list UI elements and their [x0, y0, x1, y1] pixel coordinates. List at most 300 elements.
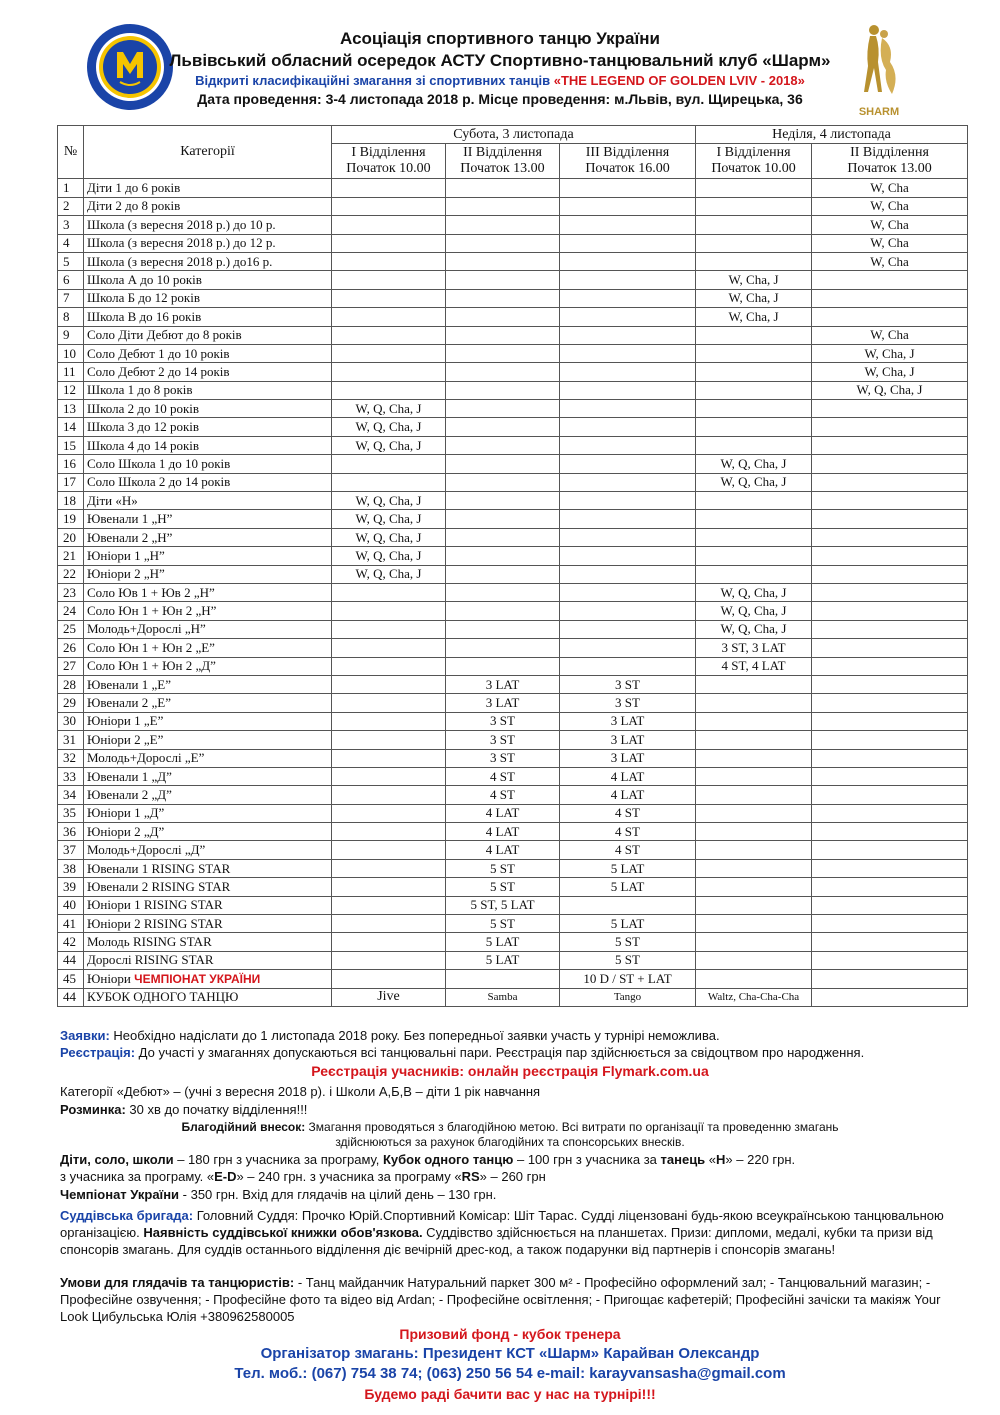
session-cell	[446, 473, 560, 491]
row-number: 33	[58, 767, 84, 785]
session-cell	[332, 896, 446, 914]
session-cell	[332, 363, 446, 381]
row-number: 25	[58, 620, 84, 638]
session-cell: W, Cha	[812, 326, 968, 344]
table-row	[58, 216, 968, 234]
session-cell	[696, 786, 812, 804]
schedule-table	[57, 125, 968, 1007]
session-cell	[332, 786, 446, 804]
row-category: Дорослі RISING STAR	[84, 951, 332, 969]
session-cell: 4 ST	[446, 767, 560, 785]
table-row	[58, 620, 968, 638]
table-row	[58, 308, 968, 326]
session-cell: 3 LAT	[446, 675, 560, 693]
session-cell	[812, 528, 968, 546]
row-category: Соло Юн 1 + Юн 2 „Д”	[84, 657, 332, 675]
table-row	[58, 473, 968, 491]
session-cell	[696, 694, 812, 712]
session-cell	[696, 252, 812, 270]
row-number: 44	[58, 988, 84, 1006]
table-row	[58, 694, 968, 712]
session-cell	[560, 896, 696, 914]
session-name: III Відділення	[585, 145, 670, 161]
table-row	[58, 896, 968, 914]
row-number: 10	[58, 344, 84, 362]
session-cell: 5 ST	[446, 878, 560, 896]
session-cell	[812, 896, 968, 914]
session-cell	[332, 951, 446, 969]
session-cell	[812, 583, 968, 601]
organizer-title: Львівський обласний осередок АСТУ Спортивно-танцювальний клуб «Шарм»	[169, 51, 831, 70]
session-cell: W, Q, Cha, J	[696, 455, 812, 473]
session-cell	[560, 400, 696, 418]
session-cell	[446, 528, 560, 546]
session-cell	[560, 418, 696, 436]
session-cell	[696, 823, 812, 841]
session-cell	[446, 234, 560, 252]
session-cell	[446, 970, 560, 988]
row-category: Діти 1 до 6 років	[84, 179, 332, 197]
row-number: 44	[58, 951, 84, 969]
session-cell	[812, 639, 968, 657]
row-category	[84, 970, 332, 988]
row-category: Діти «Н»	[84, 492, 332, 510]
session-cell	[446, 657, 560, 675]
table-row	[58, 749, 968, 767]
row-number: 40	[58, 896, 84, 914]
session-cell	[332, 252, 446, 270]
session-header	[332, 144, 446, 179]
session-cell	[446, 583, 560, 601]
session-start: Початок 10.00	[346, 161, 431, 177]
row-number: 7	[58, 289, 84, 307]
session-cell	[332, 841, 446, 859]
session-cell	[812, 878, 968, 896]
table-row	[58, 675, 968, 693]
session-cell	[332, 455, 446, 473]
session-cell	[560, 510, 696, 528]
session-cell	[446, 344, 560, 362]
session-cell	[560, 308, 696, 326]
session-cell: W, Cha	[812, 252, 968, 270]
session-cell	[696, 804, 812, 822]
row-number: 39	[58, 878, 84, 896]
organizer-line: Організатор змагань: Президент КСТ «Шарм» Карайван Олександр	[260, 1345, 760, 1362]
session-cell	[812, 712, 968, 730]
table-row	[58, 510, 968, 528]
session-cell	[812, 492, 968, 510]
session-cell: 4 ST	[560, 841, 696, 859]
session-cell: 4 LAT	[446, 841, 560, 859]
session-cell: 3 ST, 3 LAT	[696, 639, 812, 657]
row-category: Школа 2 до 10 років	[84, 400, 332, 418]
row-category: Діти 2 до 8 років	[84, 197, 332, 215]
session-cell	[332, 583, 446, 601]
row-number: 14	[58, 418, 84, 436]
session-cell	[696, 418, 812, 436]
session-cell	[560, 492, 696, 510]
row-number: 21	[58, 547, 84, 565]
row-number: 9	[58, 326, 84, 344]
session-cell	[696, 363, 812, 381]
session-cell	[812, 841, 968, 859]
row-category: Ювенали 1 RISING STAR	[84, 859, 332, 877]
session-cell: W, Cha, J	[696, 308, 812, 326]
session-cell	[332, 602, 446, 620]
table-row	[58, 381, 968, 399]
debut-note: Категорії «Дебют» – (учні з вересня 2018 р). і Школи А,Б,В – діти 1 рік навчання	[60, 1084, 541, 1099]
row-category: Молодь+Дорослі „Д”	[84, 841, 332, 859]
session-cell	[446, 308, 560, 326]
session-cell	[696, 970, 812, 988]
session-cell	[696, 767, 812, 785]
row-number: 32	[58, 749, 84, 767]
session-name: I Відділення	[716, 145, 791, 161]
row-number: 17	[58, 473, 84, 491]
session-cell	[332, 197, 446, 215]
session-cell: Waltz, Cha-Cha-Cha	[696, 988, 812, 1006]
row-category: Юніори 1 „Е”	[84, 712, 332, 730]
session-cell: 5 LAT	[560, 878, 696, 896]
schedule-body	[58, 179, 968, 1007]
session-cell	[812, 289, 968, 307]
table-row	[58, 841, 968, 859]
session-cell: W, Q, Cha, J	[696, 473, 812, 491]
row-category: Юніори 2 „Д”	[84, 823, 332, 841]
session-cell	[812, 951, 968, 969]
table-row	[58, 565, 968, 583]
session-cell	[696, 896, 812, 914]
session-cell: 5 ST	[560, 951, 696, 969]
table-row	[58, 731, 968, 749]
row-category: Соло Школа 1 до 10 років	[84, 455, 332, 473]
session-cell: 5 ST	[446, 915, 560, 933]
row-number: 41	[58, 915, 84, 933]
session-cell	[696, 381, 812, 399]
row-number: 31	[58, 731, 84, 749]
session-cell: W, Q, Cha, J	[812, 381, 968, 399]
session-cell	[332, 473, 446, 491]
online-registration-link[interactable]: Реєстрація учасників: онлайн реєстрація Flymark.com.ua	[311, 1063, 709, 1079]
session-cell	[332, 326, 446, 344]
table-row	[58, 418, 968, 436]
row-category: Юніори 2 „Н”	[84, 565, 332, 583]
row-number: 2	[58, 197, 84, 215]
session-cell	[560, 271, 696, 289]
table-row	[58, 786, 968, 804]
session-cell	[696, 933, 812, 951]
session-name: II Відділення	[463, 145, 542, 161]
row-category: Юніори 1 „Д”	[84, 804, 332, 822]
session-cell	[332, 657, 446, 675]
session-cell	[696, 510, 812, 528]
session-cell	[332, 933, 446, 951]
session-cell: W, Cha, J	[812, 344, 968, 362]
session-cell	[560, 289, 696, 307]
association-title: Асоціація спортивного танцю України	[340, 29, 660, 48]
session-cell	[560, 455, 696, 473]
session-cell	[812, 859, 968, 877]
session-start: Початок 13.00	[847, 161, 932, 177]
session-cell: W, Cha	[812, 234, 968, 252]
table-row	[58, 179, 968, 197]
row-number: 4	[58, 234, 84, 252]
row-number: 8	[58, 308, 84, 326]
session-cell: W, Q, Cha, J	[696, 602, 812, 620]
row-category: Соло Юн 1 + Юн 2 „Е”	[84, 639, 332, 657]
session-cell: 3 LAT	[560, 712, 696, 730]
session-start: Початок 16.00	[585, 161, 670, 177]
session-cell: W, Q, Cha, J	[332, 418, 446, 436]
row-category: КУБОК ОДНОГО ТАНЦЮ	[84, 988, 332, 1006]
session-cell	[812, 400, 968, 418]
event-name: «THE LEGEND OF GOLDEN LVIV - 2018»	[553, 73, 805, 88]
session-cell: 5 LAT	[560, 915, 696, 933]
session-cell	[812, 418, 968, 436]
table-row	[58, 252, 968, 270]
row-category: Соло Діти Дебют до 8 років	[84, 326, 332, 344]
session-cell	[812, 675, 968, 693]
session-cell: W, Cha, J	[812, 363, 968, 381]
session-cell	[446, 179, 560, 197]
row-category: Соло Дебют 2 до 14 років	[84, 363, 332, 381]
row-number: 23	[58, 583, 84, 601]
session-name: I Відділення	[351, 145, 426, 161]
session-cell: 4 ST	[560, 823, 696, 841]
championship-label: ЧЕМПІОНАТ УКРАЇНИ	[134, 971, 261, 986]
warmup-note: Розминка: 30 хв до початку відділення!!!	[60, 1102, 308, 1117]
session-cell	[560, 583, 696, 601]
session-cell: W, Q, Cha, J	[696, 583, 812, 601]
session-cell	[560, 363, 696, 381]
session-cell	[696, 951, 812, 969]
session-cell	[812, 308, 968, 326]
session-cell: 4 ST	[446, 786, 560, 804]
row-category: Школа 4 до 14 років	[84, 436, 332, 454]
row-category: Соло Юн 1 + Юн 2 „Н”	[84, 602, 332, 620]
session-cell	[812, 786, 968, 804]
session-cell	[560, 473, 696, 491]
session-cell: 5 ST	[560, 933, 696, 951]
table-row	[58, 859, 968, 877]
session-cell	[696, 216, 812, 234]
col-categories-header: Категорії	[84, 126, 332, 179]
session-cell: 10 D / ST + LAT	[560, 970, 696, 988]
row-number: 42	[58, 933, 84, 951]
table-row	[58, 767, 968, 785]
row-number: 36	[58, 823, 84, 841]
session-cell	[812, 455, 968, 473]
session-cell	[696, 749, 812, 767]
session-cell	[446, 197, 560, 215]
row-number: 3	[58, 216, 84, 234]
row-number: 16	[58, 455, 84, 473]
fees-note: Діти, соло, школи – 180 грн з учасника за програму, Кубок одного танцю – 100 грн з учасника за танець «Н» – 220 грн. з учасника за програму. «E-D» – 240 грн. з учасника за програму «RS» – 260 грн	[60, 1152, 796, 1184]
session-cell: 4 LAT	[446, 823, 560, 841]
session-cell	[812, 694, 968, 712]
row-number: 29	[58, 694, 84, 712]
row-category: Юніори 1 RISING STAR	[84, 896, 332, 914]
row-category: Школа (з вересня 2018 р.) до16 р.	[84, 252, 332, 270]
session-cell	[560, 547, 696, 565]
session-cell	[696, 436, 812, 454]
row-number: 22	[58, 565, 84, 583]
session-cell: 3 ST	[446, 749, 560, 767]
session-cell	[332, 289, 446, 307]
session-cell: W, Cha, J	[696, 289, 812, 307]
row-category: Ювенали 1 „Н”	[84, 510, 332, 528]
session-cell: 4 LAT	[560, 767, 696, 785]
session-cell: Tango	[560, 988, 696, 1006]
session-cell: Samba	[446, 988, 560, 1006]
row-category: Ювенали 2 „Д”	[84, 786, 332, 804]
session-cell	[812, 767, 968, 785]
session-cell: 5 LAT	[446, 951, 560, 969]
session-cell	[560, 344, 696, 362]
session-cell	[812, 565, 968, 583]
table-row	[58, 602, 968, 620]
session-cell	[812, 510, 968, 528]
row-category: Ювенали 1 „Е”	[84, 675, 332, 693]
session-header	[446, 144, 560, 179]
session-cell	[696, 344, 812, 362]
session-cell	[332, 639, 446, 657]
session-cell: 4 LAT	[446, 804, 560, 822]
session-cell	[446, 455, 560, 473]
session-cell	[812, 823, 968, 841]
table-row	[58, 970, 968, 988]
row-category: Соло Школа 2 до 14 років	[84, 473, 332, 491]
session-cell	[560, 639, 696, 657]
row-number: 26	[58, 639, 84, 657]
table-row	[58, 657, 968, 675]
row-category: Молодь+Дорослі „Н”	[84, 620, 332, 638]
session-cell: 4 ST, 4 LAT	[696, 657, 812, 675]
session-cell	[332, 381, 446, 399]
session-cell: Jive	[332, 988, 446, 1006]
row-category: Школа В до 16 років	[84, 308, 332, 326]
session-cell	[332, 675, 446, 693]
row-category: Юніори 1 „Н”	[84, 547, 332, 565]
row-number: 45	[58, 970, 84, 988]
row-category: Школа (з вересня 2018 р.) до 10 р.	[84, 216, 332, 234]
row-number: 35	[58, 804, 84, 822]
row-number: 27	[58, 657, 84, 675]
session-cell: 3 LAT	[560, 749, 696, 767]
session-cell: W, Cha	[812, 179, 968, 197]
table-row	[58, 197, 968, 215]
session-cell	[332, 823, 446, 841]
session-cell	[332, 731, 446, 749]
row-category: Школа 3 до 12 років	[84, 418, 332, 436]
table-row	[58, 436, 968, 454]
session-cell	[560, 602, 696, 620]
table-row	[58, 915, 968, 933]
row-category: Молодь+Дорослі „Е”	[84, 749, 332, 767]
session-cell	[446, 602, 560, 620]
table-row	[58, 455, 968, 473]
session-cell	[332, 620, 446, 638]
session-header	[560, 144, 696, 179]
session-cell: W, Q, Cha, J	[332, 547, 446, 565]
charity-note: Благодійний внесок: Змагання проводяться з благодійною метою. Всі витрати по організації та проведенню змагань здійснюються за рахунок благодійних та спонсорських внесків.	[181, 1120, 839, 1149]
row-category: Юніори 2 RISING STAR	[84, 915, 332, 933]
session-cell	[446, 565, 560, 583]
table-row	[58, 951, 968, 969]
row-number: 1	[58, 179, 84, 197]
session-cell	[812, 657, 968, 675]
session-cell	[446, 381, 560, 399]
session-cell: W, Q, Cha, J	[332, 400, 446, 418]
session-cell	[332, 767, 446, 785]
session-cell	[332, 749, 446, 767]
session-cell	[812, 749, 968, 767]
session-cell	[332, 712, 446, 730]
table-row	[58, 271, 968, 289]
table-row	[58, 583, 968, 601]
session-cell	[696, 841, 812, 859]
session-cell	[812, 547, 968, 565]
category-text: Юніори	[87, 970, 135, 986]
contacts-line[interactable]: Тел. моб.: (067) 754 38 74; (063) 250 56 54 e-mail: karayvansasha@gmail.com	[234, 1365, 786, 1382]
session-cell	[332, 970, 446, 988]
session-cell	[332, 878, 446, 896]
session-cell	[812, 602, 968, 620]
prize-fund: Призовий фонд - кубок тренера	[399, 1326, 621, 1342]
row-number: 19	[58, 510, 84, 528]
row-number: 6	[58, 271, 84, 289]
session-cell	[332, 179, 446, 197]
table-row	[58, 823, 968, 841]
document-header	[0, 28, 1000, 108]
row-category: Школа 1 до 8 років	[84, 381, 332, 399]
judges-note: Суддівська бригада: Головний Суддя: Прочко Юрій.Спортивний Комісар: Шіт Тарас. Судді ліцензовані будь-якою всеукраїнською танцювальною організацією. Наявність суддівської книжки обов'язкова. Суддівство здійснюється на планшетах. Призи: дипломи, медалі, кубки та призи від спонсорів змагань. Для суддів останнього відділення діє вечірній дрес-код, а також подарунки від партнерів і спонсорів змагань!	[60, 1208, 944, 1257]
session-cell	[332, 234, 446, 252]
session-cell	[560, 326, 696, 344]
session-cell	[446, 252, 560, 270]
session-cell: W, Q, Cha, J	[332, 492, 446, 510]
session-cell: W, Q, Cha, J	[332, 510, 446, 528]
table-row	[58, 363, 968, 381]
row-number: 34	[58, 786, 84, 804]
row-number: 18	[58, 492, 84, 510]
table-row	[58, 804, 968, 822]
table-row	[58, 988, 968, 1006]
session-cell	[332, 216, 446, 234]
row-category: Ювенали 1 „Д”	[84, 767, 332, 785]
session-cell: 5 ST, 5 LAT	[446, 896, 560, 914]
row-category: Ювенали 2 RISING STAR	[84, 878, 332, 896]
session-cell	[696, 326, 812, 344]
session-header	[696, 144, 812, 179]
session-cell	[560, 252, 696, 270]
row-number: 37	[58, 841, 84, 859]
session-cell	[560, 381, 696, 399]
event-title: Відкриті класифікаційні змагання зі спортивних танців «THE LEGEND OF GOLDEN LVIV - 2018»	[195, 73, 805, 88]
session-cell: 3 LAT	[560, 731, 696, 749]
session-cell	[812, 804, 968, 822]
session-cell	[696, 565, 812, 583]
session-start: Початок 13.00	[460, 161, 545, 177]
session-cell	[560, 528, 696, 546]
session-cell	[332, 804, 446, 822]
row-number: 11	[58, 363, 84, 381]
farewell-line: Будемо раді бачити вас у нас на турнірі!!!	[364, 1386, 656, 1402]
session-cell	[812, 436, 968, 454]
session-cell	[696, 400, 812, 418]
table-row	[58, 639, 968, 657]
row-number: 24	[58, 602, 84, 620]
